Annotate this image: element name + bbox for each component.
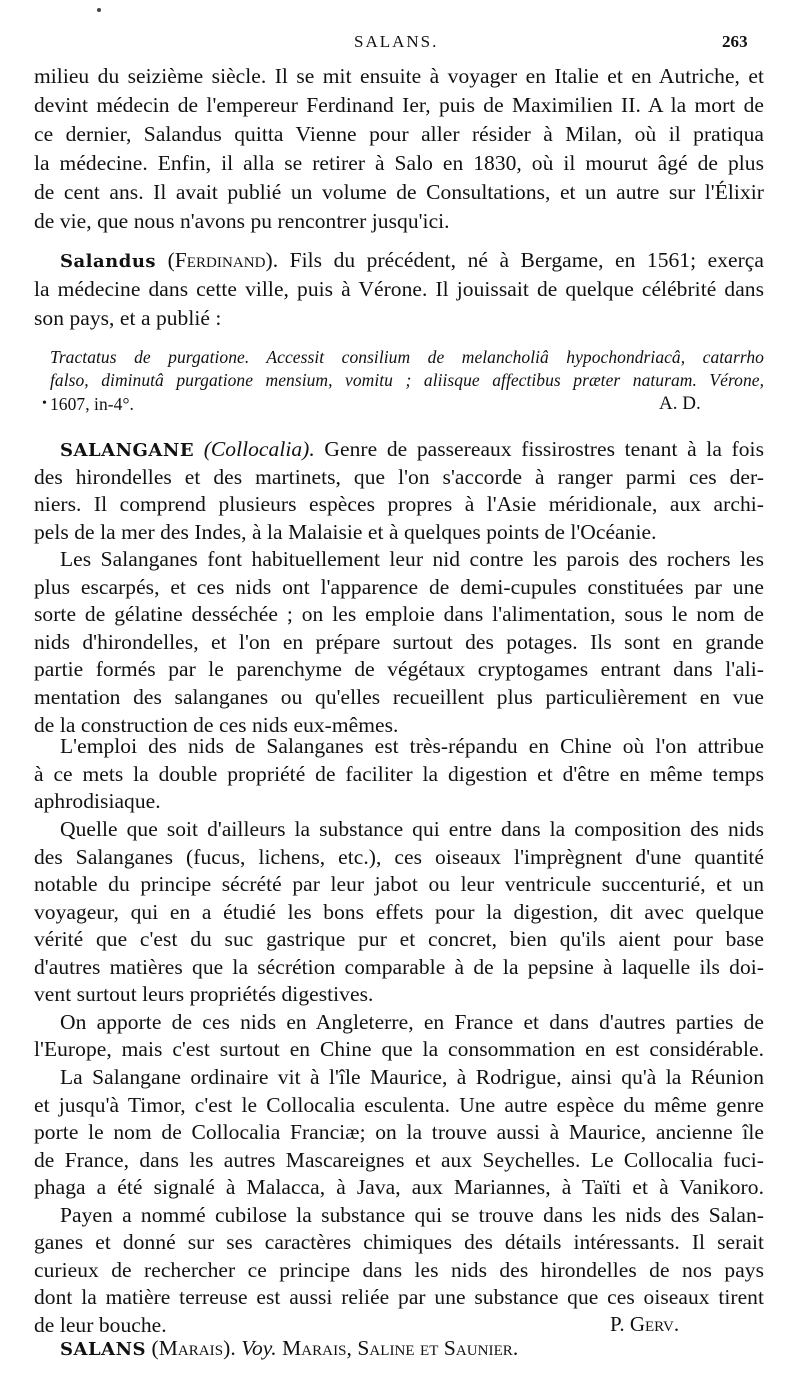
text-line: la médecine. Enfin, il alla se retirer à Salo en 1830, où il mourut âgé de plus [34,151,764,175]
text-line: d'autres matières que la sécrétion comparable à de la pepsine à laquelle ils doi- [34,954,764,979]
text-line: l'Europe, mais c'est surtout en Chine que la consommation en est considérable. [34,1037,764,1062]
text-line: phaga a été signalé à Malacca, à Java, aux Mariannes, à Taïti et à Vanikoro. [34,1175,764,1200]
text-line: des hirondelles et des martinets, que l'on s'accorde à ranger parmi ces der- [34,464,764,489]
running-header-title: SALANS. [354,32,439,51]
text-line: L'emploi des nids de Salanganes est très-répandu en Chine où l'on attribue [60,734,764,759]
entry-qualifier: (Marais). [151,1336,236,1360]
text-line: de cent ans. Il avait publié un volume de Consultations, et un autre sur l'Élixir [34,180,764,204]
text-line: de vie, que nous n'avons pu rencontrer jusqu'ici. [34,209,450,233]
text-line: Les Salanganes font habituellement leur nid contre les parois des rochers les [60,547,764,572]
entry-headword: SALANS [60,1339,147,1360]
entry-voy: Voy. [241,1336,277,1360]
signature: P. Gerv. [610,1311,680,1336]
text-line: milieu du seizième siècle. Il se mit ensuite à voyager en Italie et en Autriche, et [34,64,764,88]
text-line: sorte de gélatine desséchée ; on les emploie dans l'alimentation, sous le nom de [34,602,764,627]
text-line: vent surtout leurs propriétés digestives. [34,982,374,1007]
text-line: de la construction de ces nids eux-mêmes. [34,712,399,737]
text-line: partie formés par le parenchyme de végétaux cryptogames entrant dans l'ali- [34,657,764,682]
text-line: niers. Il comprend plusieurs espèces propres à l'Asie méridionale, aux archi- [34,492,764,517]
entry-latin-name: (Collocalia). [203,437,315,461]
text-line: nids d'hirondelles, et l'on en prépare surtout des potages. Ils sont en grande [34,629,764,654]
text-line: ganes et donné sur ses caractères chimiques des détails intéressants. Il serait [34,1230,764,1255]
signature: A. D. [659,393,701,414]
text-line: mentation des salanganes ou qu'elles recueillent plus particulièrement en vue [34,684,764,709]
entry-headword: Salandus [60,251,157,272]
entry-firstname: (Ferdinand). [167,248,279,272]
text-line: La Salangane ordinaire vit à l'île Maurice, à Rodrigue, ainsi qu'à la Réunion [60,1064,764,1089]
text-line: ce dernier, Salandus quitta Vienne pour aller résider à Milan, où il pratiqua [34,122,764,146]
text-line: et jusqu'à Timor, c'est le Collocalia esculenta. Une autre espèce du même genre [34,1092,764,1117]
entry-salans [60,1335,518,1363]
text-line: de leur bouche. [34,1312,167,1337]
text-line: des Salanganes (fucus, lichens, etc.), ces oiseaux l'imprègnent d'une quantité [34,844,764,869]
entry-salandus-ferdinand [60,247,764,275]
entry-refs: Marais, Saline et Saunier. [282,1336,519,1360]
ink-speck [97,8,101,12]
text-line: devint médecin de l'empereur Ferdinand Ier, puis de Maximilien II. A la mort de [34,93,764,117]
text-line: porte le nom de Collocalia Franciæ; on la trouve aussi à Maurice, ancienne île [34,1120,764,1145]
text-line: voyageur, qui en a étudié les bons effets pour la digestion, dit avec quelque [34,899,764,924]
entry-text: Fils du précédent, né à Bergame, en 1561; exerça [278,248,764,272]
text-line: aphrodisiaque. [34,789,161,814]
page-number: 263 [722,32,748,51]
text-line: pels de la mer des Indes, à la Malaisie et à quelques points de l'Océanie. [34,519,657,544]
text-line: la médecine dans cette ville, puis à Vérone. Il jouissait de quelque célébrité dans [34,277,764,301]
text-line: Quelle que soit d'ailleurs la substance qui entre dans la composition des nids [60,817,764,841]
text-line: plus escarpés, et ces nids ont l'apparence de demi-cupules constituées par une [34,574,764,599]
entry-headword: SALANGANE [60,440,195,461]
text-line: On apporte de ces nids en Angleterre, en France et dans d'autres parties de [60,1009,764,1034]
bibliography-line: 1607, in-4°. [50,394,134,414]
text-line: curieux de rechercher ce principe dans les nids des hirondelles de nos pays [34,1257,764,1282]
text-line: à ce mets la double propriété de faciliter la digestion et d'être en même temps [34,761,764,786]
entry-text: Genre de passereaux fissirostres tenant à la fois [314,437,764,461]
text-line: vérité que c'est du suc gastrique pur et concret, bien qu'ils aient pour base [34,927,764,952]
text-line: son pays, et a publié : [34,306,222,330]
text-line: notable du principe sécrété par leur jabot ou leur ventricule succenturié, et un [34,872,764,897]
text-line: dont la matière terreuse est aussi reliée par une substance que ces oiseaux tirent [34,1285,764,1310]
text-line: Payen a nommé cubilose la substance qui se trouve dans les nids des Salan- [60,1202,764,1227]
bibliography-line: falso, diminutâ purgatione mensium, vomitu ; aliisque affectibus præter naturam. Vérone, [50,370,764,390]
text-line: de France, dans les autres Mascareignes et aux Seychelles. Le Collocalia fuci- [34,1147,764,1172]
bullet-mark: • [42,396,47,411]
bibliography-line: Tractatus de purgatione. Accessit consilium de melancholiâ hypochondriacâ, catarrho [50,347,764,367]
entry-salangane [60,436,764,464]
